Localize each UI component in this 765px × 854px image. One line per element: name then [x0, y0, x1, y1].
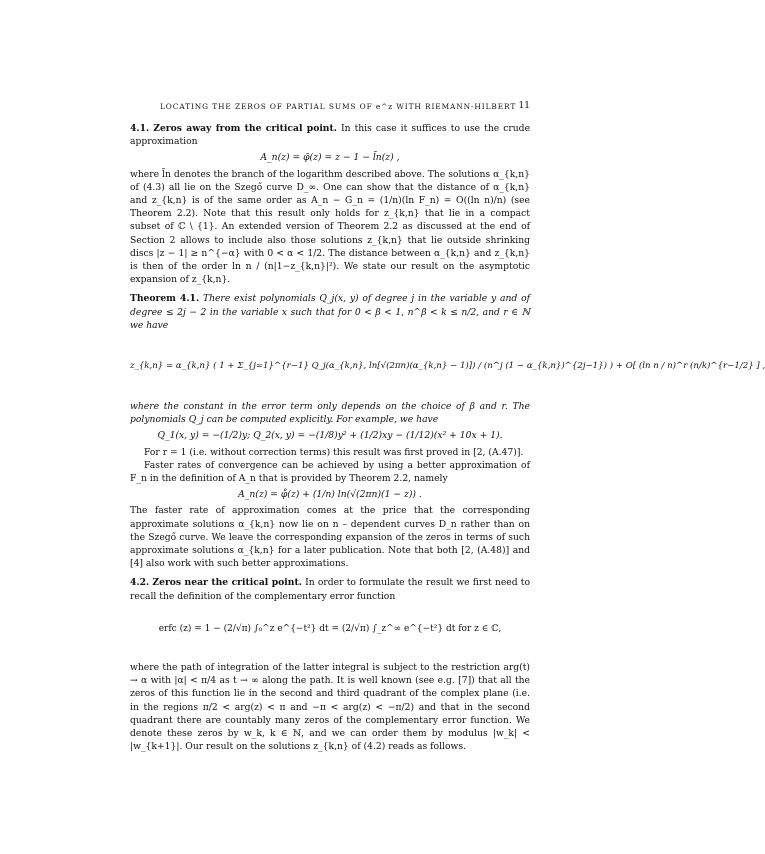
section-intro: In this case it suffices to use the crude approximation [130, 123, 531, 148]
section-number: 4.2. [130, 577, 150, 589]
section-title: Zeros away from the critical point. [153, 123, 337, 134]
section-number: 4.1. [130, 123, 150, 134]
equation-crude-approximation: A_n(z) = φ̃(z) = z − 1 − l̃n(z) , [260, 152, 400, 164]
paragraph-r-equals-1: For r = 1 (i.e. without correction terms) this result was first proved in [2, (A.47)]. [144, 446, 524, 458]
equation-polynomial-examples: Q_1(x, y) = −(1/2)y; Q_2(x, y) = −(1/8)y² + (1/2)xy − (1/12)(x² + 10x + 1). [157, 430, 503, 442]
equation-erfc-definition: erfc (z) = 1 − (2/√π) ∫₀^z e^{−t²} dt = (2/√π) ∫_z^∞ e^{−t²} dt for z ∈ ℂ, [158, 623, 502, 634]
equation-asymptotic-expansion: z_{k,n} = α_{k,n} ( 1 + Σ_{j=1}^{r−1} Q_j(α_{k,n}, ln[√(2πn)(α_{k,n} − 1)]) / (n^j (1 − α_{k,n})^{2j−1}) ) + O[ (ln n / n)^r (n/k)^{r−1/2} ] , [130, 361, 765, 372]
theorem-label: Theorem 4.1. [130, 293, 200, 305]
section-intro: In order to formulate the result we first need to recall the definition of the complementary error function [130, 577, 531, 602]
theorem-4-1-remark: where the constant in the error term only depends on the choice of β and r. The polynomials Q_j can be computed explicitly. For example, we have [130, 401, 530, 426]
paragraph-faster-rates: Faster rates of convergence can be achieved by using a better approximation of F_n in the definition of A_n that is provided by Theorem 2.2, namely [130, 459, 530, 485]
paragraph-erfc-zeros: where the path of integration of the latter integral is subject to the restriction arg(t) → α with |α| < π/4 as t → ∞ along the path. It is well known (see e.g. [7]) that all the zeros of this function lie in the second and third quadrant of the complex plane (i.e. in the regions π/2 < arg(z) < π and −π < arg(z) < −π/2) and that in the second quadrant there are countably many zeros of the complementary error function. We denote these zeros by w_k, k ∈ ℕ, and we can order them by modulus |w_k| < |w_{k+1}|. Our result on the solutions z_{k,n} of (4.2) reads as follows. [130, 661, 530, 753]
section-4-2-intro [130, 576, 530, 602]
section-4-1-intro [130, 122, 530, 148]
paragraph-faster-price: The faster rate of approximation comes at the price that the corresponding approximate solutions α_{k,n} now lie on n – dependent curves D_n rather than on the Szegő curve. We leave the corresponding expansion of the zeros in terms of such approximate solutions α_{k,n} for a later publication. Note that both [2, (A.48)] and [4] also work with such better approximations. [130, 505, 530, 570]
equation-better-approximation: A_n(z) = φ̊(z) + (1/n) ln(√(2πn)(1 − z)) . [238, 489, 422, 501]
paragraph-szego-curve: where l̃n denotes the branch of the logarithm described above. The solutions α_{k,n} of (4.3) all lie on the Szegő curve D_∞. One can show that the distance of α_{k,n} and z_{k,n} is of the same order as A_n − G_n = (1/n)(ln F_n) = O((ln n)/n) (see Theorem 2.2). Note that this result only holds for z_{k,n} that lie in a compact subset of ℂ \ {1}. An extended version of Theorem 2.2 as discussed at the end of Section 2 allows to include also those solutions z_{k,n} that lie outside shrinking discs |z − 1| ≥ n^{−α} with 0 < α < 1/2. The distance between α_{k,n} and z_{k,n} is then of the order ln n / (n|1−z_{k,n}|²). We state our result on the asymptotic expansion of z_{k,n}. [130, 168, 530, 286]
running-title: LOCATING THE ZEROS OF PARTIAL SUMS OF e^z WITH RIEMANN-HILBERT [160, 102, 517, 111]
theorem-text: There exist polynomials Q_j(x, y) of degree j in the variable y and of degree ≤ 2j − 2 in the variable x such that for 0 < β < 1, n^β < k ≤ n/2, and r ∈ ℕ we have [130, 293, 531, 331]
section-title: Zeros near the critical point. [152, 577, 302, 589]
theorem-4-1-statement [130, 292, 530, 332]
body-text [130, 122, 765, 753]
page-number: 11 [518, 101, 530, 111]
